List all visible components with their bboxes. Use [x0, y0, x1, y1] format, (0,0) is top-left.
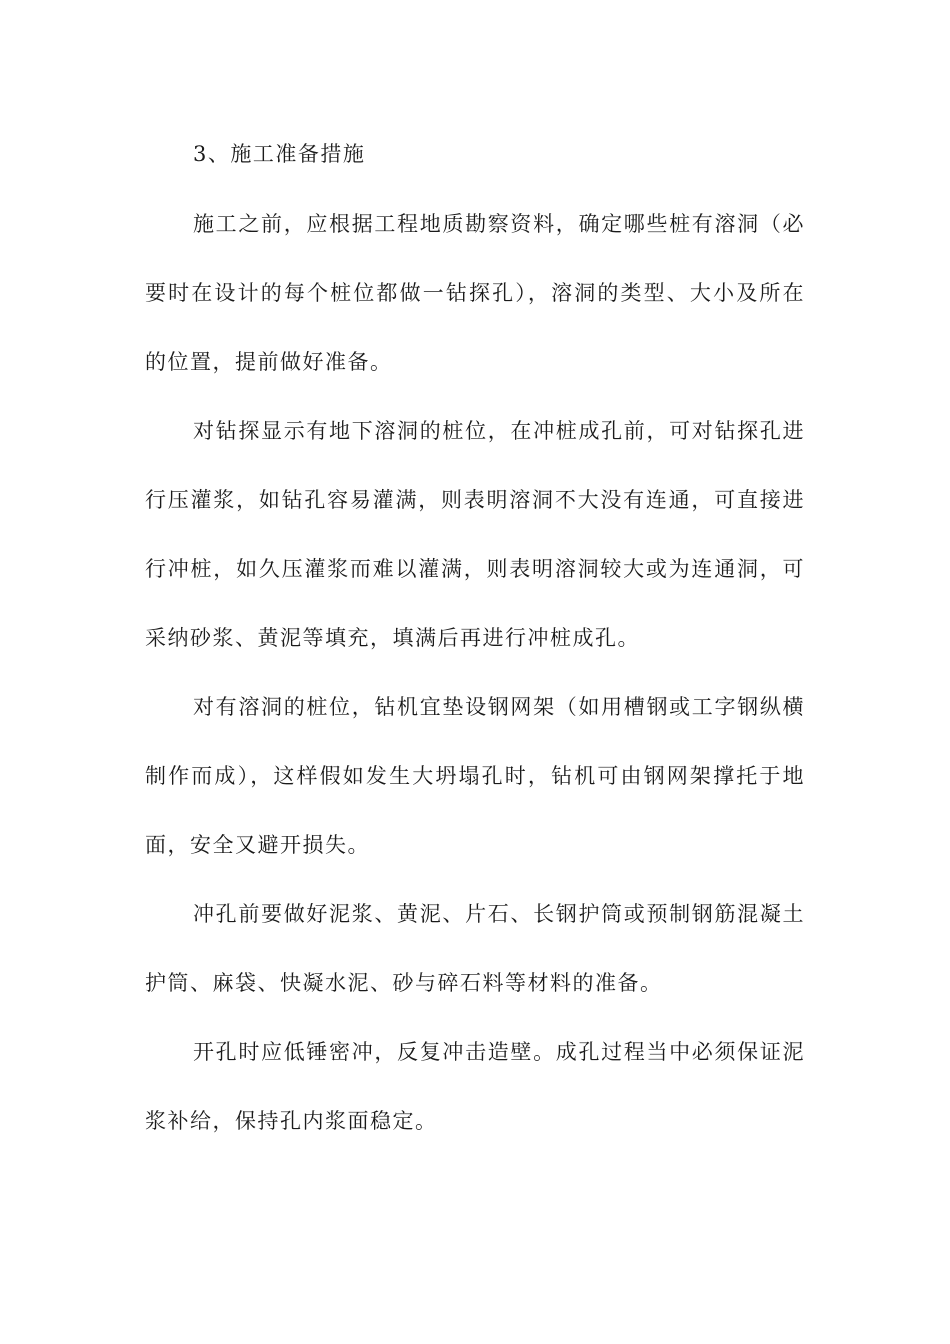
section-heading: 3、施工准备措施: [193, 142, 366, 166]
paragraph-4: 冲孔前要做好泥浆、黄泥、片石、长钢护筒或预制钢筋混凝土护筒、麻袋、快凝水泥、砂与碎石料等材料的准备。: [145, 902, 805, 995]
paragraph-5: 开孔时应低锤密冲，反复冲击造壁。成孔过程当中必须保证泥浆补给，保持孔内浆面稳定。: [145, 1040, 805, 1133]
paragraph-1: 施工之前，应根据工程地质勘察资料，确定哪些桩有溶洞（必要时在设计的每个桩位都做一钻探孔），溶洞的类型、大小及所在的位置，提前做好准备。: [145, 212, 805, 374]
document-body: [145, 118, 805, 1156]
paragraph-3: 对有溶洞的桩位，钻机宜垫设钢网架（如用槽钢或工字钢纵横制作而成），这样假如发生大坍塌孔时，钻机可由钢网架撑托于地面，安全又避开损失。: [145, 695, 805, 857]
paragraph-2: 对钻探显示有地下溶洞的桩位，在冲桩成孔前，可对钻探孔进行压灌浆，如钻孔容易灌满，则表明溶洞不大没有连通，可直接进行冲桩，如久压灌浆而难以灌满，则表明溶洞较大或为连通洞，可采纳砂浆、黄泥等填充，填满后再进行冲桩成孔。: [145, 419, 805, 650]
